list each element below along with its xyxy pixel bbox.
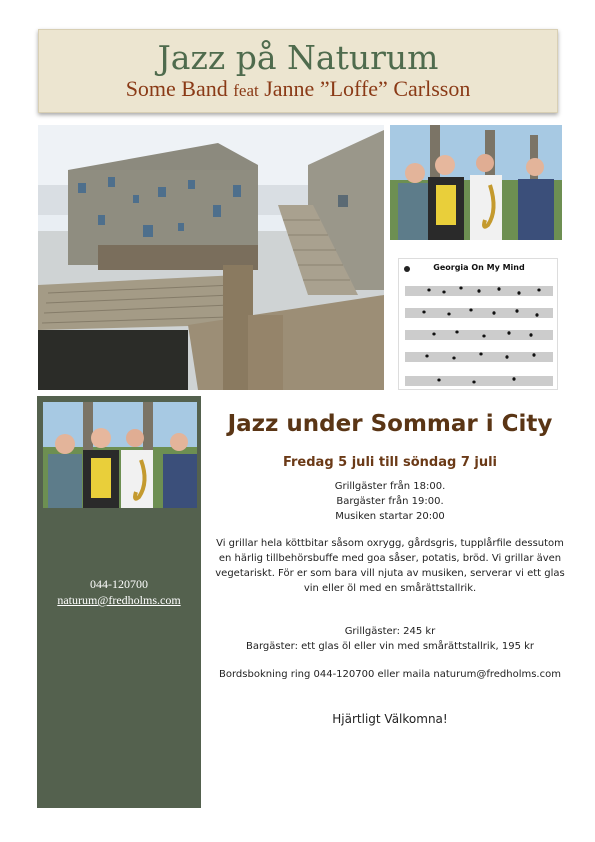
bar-guests-time: Bargäster från 19:00. bbox=[336, 496, 444, 507]
music-staves-illustration bbox=[399, 259, 558, 390]
welcome-message: Hjärtligt Välkomna! bbox=[332, 712, 448, 726]
band-name: Some Band bbox=[125, 76, 234, 101]
grill-guest-price: Grillgäster: 245 kr bbox=[344, 626, 436, 637]
sheet-music-title: Georgia On My Mind bbox=[433, 263, 525, 272]
naturum-building-photo bbox=[38, 125, 384, 390]
feat-label: feat bbox=[233, 81, 259, 100]
band-members-illustration-small bbox=[43, 402, 197, 508]
bar-guest-price: Bargäster: ett glas öl eller vin med smårättstallrik, 195 kr bbox=[245, 641, 535, 652]
event-dates: Fredag 5 juli till söndag 7 juli bbox=[282, 455, 498, 470]
title-banner bbox=[38, 29, 558, 113]
band-photo-small bbox=[43, 402, 197, 508]
band-members-illustration bbox=[390, 125, 562, 240]
featured-artist: Janne ”Loffe” Carlsson bbox=[258, 76, 471, 101]
sheet-music-image bbox=[398, 258, 558, 390]
booking-info: Bordsbokning ring 044-120700 eller maila naturum@fredholms.com bbox=[219, 669, 561, 680]
email-link[interactable]: naturum@fredholms.com bbox=[57, 593, 181, 607]
event-times bbox=[212, 479, 568, 524]
building-illustration bbox=[38, 125, 384, 390]
contact-info bbox=[37, 576, 201, 608]
page-title: Jazz på Naturum bbox=[157, 38, 439, 77]
grill-guests-time: Grillgäster från 18:00. bbox=[334, 481, 446, 492]
band-photo bbox=[390, 125, 562, 240]
music-start-time: Musiken startar 20:00 bbox=[335, 511, 445, 522]
event-headline: Jazz under Sommar i City bbox=[227, 411, 553, 437]
event-prices bbox=[212, 624, 568, 654]
event-description: Vi grillar hela köttbitar såsom oxrygg, gårdsgris, tupplårfile dessutom en härlig tillbehörsbuffe med goa såser, potatis, bröd. Vi grillar även vegetariskt. För er som bara vill njuta av musiken, serverar vi ett glas vin eller öl med en smårättstallrik. bbox=[215, 538, 565, 594]
band-subtitle bbox=[39, 76, 557, 104]
phone-number: 044-120700 bbox=[90, 577, 148, 591]
